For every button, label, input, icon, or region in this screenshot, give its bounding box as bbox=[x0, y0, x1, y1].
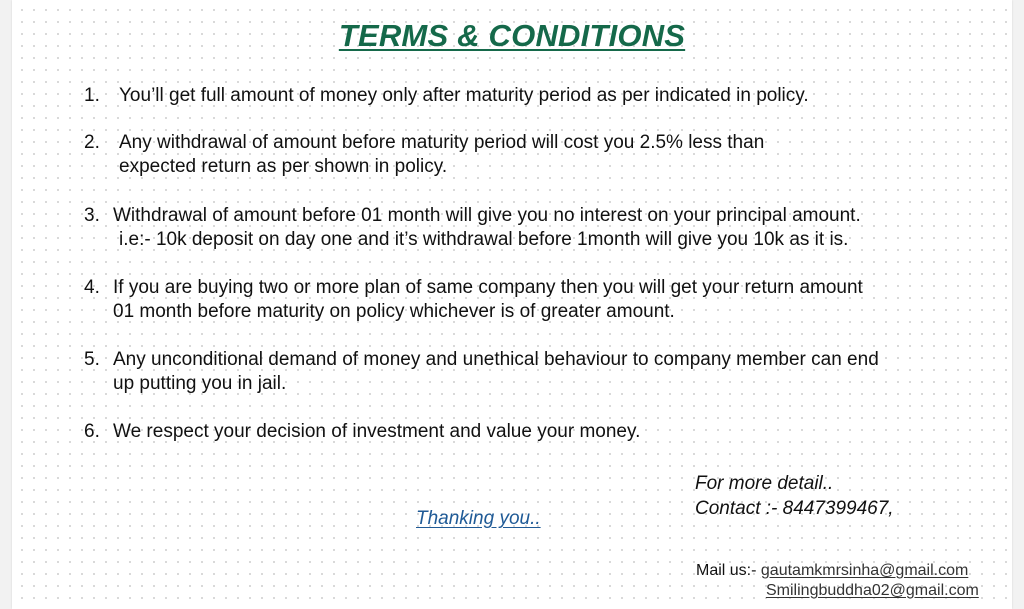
term-text-line: expected return as per shown in policy. bbox=[119, 156, 448, 177]
term-item-5 bbox=[84, 348, 879, 396]
more-detail-text: For more detail.. bbox=[695, 473, 834, 494]
document-page bbox=[12, 0, 1012, 609]
term-text-line: Any unconditional demand of money and unethical behaviour to company member can end bbox=[113, 349, 879, 370]
term-text-line: If you are buying two or more plan of same company then you will get your return amount bbox=[113, 277, 863, 298]
contact-block bbox=[695, 471, 894, 521]
contact-phone: Contact :- 8447399467, bbox=[695, 498, 894, 519]
mail-label: Mail us:- bbox=[696, 562, 757, 579]
term-item-3 bbox=[84, 204, 861, 252]
term-item-4 bbox=[84, 276, 863, 324]
term-text-line: We respect your decision of investment and value your money. bbox=[113, 421, 641, 442]
term-text-line: i.e:- 10k deposit on day one and it’s withdrawal before 1month will give you 10k as it is. bbox=[119, 229, 849, 250]
term-item-2 bbox=[84, 131, 764, 179]
mail-block bbox=[696, 561, 979, 601]
term-item-6 bbox=[84, 420, 640, 444]
page-title: TERMS & CONDITIONS bbox=[338, 18, 686, 53]
email-link-primary[interactable]: gautamkmrsinha@gmail.com bbox=[760, 562, 969, 579]
term-number: 3. bbox=[84, 205, 100, 226]
term-text-line: 01 month before maturity on policy whichever is of greater amount. bbox=[113, 301, 675, 322]
term-number: 6. bbox=[84, 421, 100, 442]
term-number: 1. bbox=[84, 85, 100, 106]
term-text-line: up putting you in jail. bbox=[113, 373, 287, 394]
term-item-1 bbox=[84, 84, 809, 108]
term-text-line: Any withdrawal of amount before maturity period will cost you 2.5% less than bbox=[119, 132, 765, 153]
term-text-line: Withdrawal of amount before 01 month will give you no interest on your principal amount. bbox=[113, 205, 861, 226]
term-number: 5. bbox=[84, 349, 100, 370]
term-number: 4. bbox=[84, 277, 100, 298]
term-text-line: You’ll get full amount of money only after maturity period as per indicated in policy. bbox=[119, 85, 809, 106]
term-number: 2. bbox=[84, 132, 100, 153]
thanking-you-link[interactable]: Thanking you.. bbox=[416, 508, 541, 529]
email-link-secondary[interactable]: Smilingbuddha02@gmail.com bbox=[766, 582, 979, 599]
